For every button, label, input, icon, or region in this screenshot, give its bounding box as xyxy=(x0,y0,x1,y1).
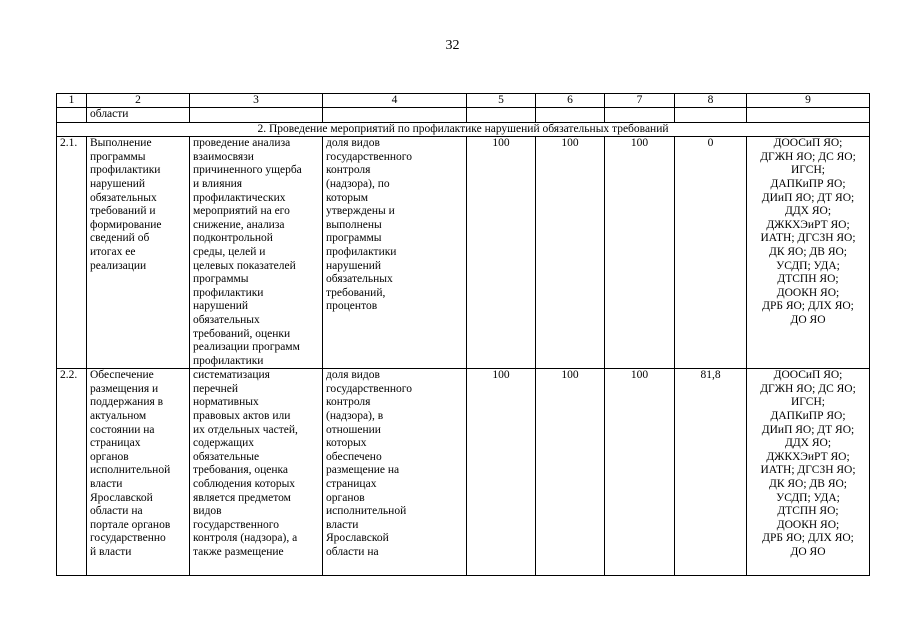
value-col6: 100 xyxy=(536,137,605,369)
row-number: 2.1. xyxy=(57,137,87,369)
column-number: 3 xyxy=(190,94,323,108)
measure-name: Обеспечение размещения и поддержания в актуальном состоянии на страницах органов исполнительной власти Ярославской области на портале органов государственно й власти xyxy=(87,369,190,576)
empty-cell xyxy=(675,108,747,123)
column-number: 4 xyxy=(323,94,467,108)
indicator-text: доля видов государственного контроля (надзора), в отношении которых обеспечено размещение на страницах органов исполнительной власти Ярославской области на xyxy=(323,369,467,576)
section-title: 2. Проведение мероприятий по профилактике нарушений обязательных требований xyxy=(57,122,870,137)
value-col7: 100 xyxy=(605,137,675,369)
empty-cell xyxy=(536,108,605,123)
column-number: 5 xyxy=(467,94,536,108)
empty-cell xyxy=(57,108,87,123)
value-col5: 100 xyxy=(467,137,536,369)
empty-cell xyxy=(323,108,467,123)
measures-table xyxy=(56,93,870,576)
column-number: 7 xyxy=(605,94,675,108)
continuation-text: области xyxy=(87,108,190,123)
empty-cell xyxy=(605,108,675,123)
indicator-text: доля видов государственного контроля (надзора), по которым утверждены и выполнены программы профилактики нарушений обязательных требований, процентов xyxy=(323,137,467,369)
column-number: 6 xyxy=(536,94,605,108)
column-number: 2 xyxy=(87,94,190,108)
section-row xyxy=(57,122,870,137)
column-number: 1 xyxy=(57,94,87,108)
value-col6: 100 xyxy=(536,369,605,576)
column-number: 9 xyxy=(747,94,870,108)
empty-cell xyxy=(747,108,870,123)
value-col5: 100 xyxy=(467,369,536,576)
executors-list: ДООСиП ЯО; ДГЖН ЯО; ДС ЯО; ИГСН; ДАПКиПР ЯО; ДИиП ЯО; ДТ ЯО; ДДХ ЯО; ДЖКХЭиРТ ЯО; ИАТН; ДГСЗН ЯО; ДК ЯО; ДВ ЯО; УСДП; УДА; ДТСПН ЯО; ДООКН ЯО; ДРБ ЯО; ДЛХ ЯО; ДО ЯО xyxy=(747,369,870,576)
page-number: 32 xyxy=(445,38,460,53)
measure-description: систематизация перечней нормативных правовых актов или их отдельных частей, содержащих обязательные требования, оценка соблюдения которых является предметом видов государственного контроля (надзора), а также размещение xyxy=(190,369,323,576)
table-row xyxy=(57,137,870,369)
measure-description: проведение анализа взаимосвязи причиненного ущерба и влияния профилактических мероприятий на его снижение, анализа подконтрольной среды, целей и целевых показателей программы профилактики нарушений обязательных требований, оценки реализации программ профилактики xyxy=(190,137,323,369)
empty-cell xyxy=(190,108,323,123)
measure-name: Выполнение программы профилактики нарушений обязательных требований и формирование сведений об итогах ее реализации xyxy=(87,137,190,369)
column-number-row xyxy=(57,94,870,108)
executors-list: ДООСиП ЯО; ДГЖН ЯО; ДС ЯО; ИГСН; ДАПКиПР ЯО; ДИиП ЯО; ДТ ЯО; ДДХ ЯО; ДЖКХЭиРТ ЯО; ИАТН; ДГСЗН ЯО; ДК ЯО; ДВ ЯО; УСДП; УДА; ДТСПН ЯО; ДООКН ЯО; ДРБ ЯО; ДЛХ ЯО; ДО ЯО xyxy=(747,137,870,369)
table-row xyxy=(57,369,870,576)
continuation-row xyxy=(57,108,870,123)
value-col8: 81,8 xyxy=(675,369,747,576)
value-col8: 0 xyxy=(675,137,747,369)
row-number: 2.2. xyxy=(57,369,87,576)
empty-cell xyxy=(467,108,536,123)
column-number: 8 xyxy=(675,94,747,108)
value-col7: 100 xyxy=(605,369,675,576)
